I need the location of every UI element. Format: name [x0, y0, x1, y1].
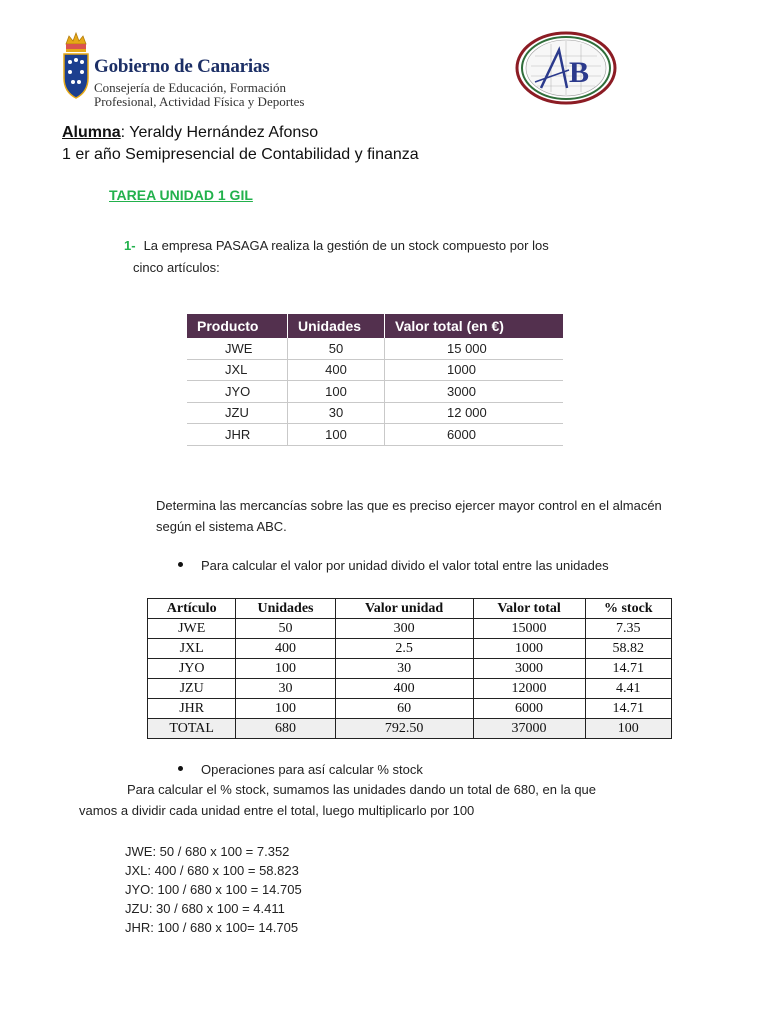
student-name-line	[62, 124, 318, 142]
table-cell: 100	[288, 381, 385, 403]
table-cell: 400	[288, 359, 385, 381]
table-cell: 680	[236, 719, 335, 739]
table-cell: 792.50	[335, 719, 473, 739]
gov-subtitle-1: Consejería de Educación, Formación	[94, 80, 287, 95]
question-number: 1-	[124, 238, 136, 253]
table-cell: 50	[236, 619, 335, 639]
table-cell: JWE	[148, 619, 236, 639]
table-cell: 14.71	[585, 659, 671, 679]
table-total-row	[148, 719, 672, 739]
table-cell: 100	[236, 699, 335, 719]
table-cell: 12 000	[385, 402, 564, 424]
table-cell: TOTAL	[148, 719, 236, 739]
table-cell: 4.41	[585, 679, 671, 699]
table-row	[187, 338, 563, 359]
bullet-item-1	[178, 558, 609, 573]
operation-line: JZU: 30 / 680 x 100 = 4.411	[125, 901, 285, 916]
determina-paragraph: Determina las mercancías sobre las que es preciso ejercer mayor control en el almacén según el sistema ABC.	[156, 498, 662, 534]
table-cell: 100	[288, 424, 385, 446]
table-cell: JYO	[187, 381, 288, 403]
table-cell: 37000	[473, 719, 585, 739]
student-name: : Yeraldy Hernández Afonso	[120, 124, 319, 141]
table-cell: 12000	[473, 679, 585, 699]
operation-line: JWE: 50 / 680 x 100 = 7.352	[125, 844, 290, 859]
table-cell: 15000	[473, 619, 585, 639]
table-cell: 6000	[473, 699, 585, 719]
question-1-line-2: cinco artículos:	[133, 260, 220, 275]
ab-logo-letter: B	[569, 56, 590, 89]
table-row	[187, 424, 563, 446]
operation-line: JYO: 100 / 680 x 100 = 14.705	[125, 882, 302, 897]
bullet-item-2	[178, 762, 423, 777]
table-row	[148, 679, 672, 699]
table-cell: JWE	[187, 338, 288, 359]
table-row	[187, 359, 563, 381]
table-row	[148, 619, 672, 639]
operation-line: JHR: 100 / 680 x 100= 14.705	[125, 920, 299, 935]
table-cell: 58.82	[585, 639, 671, 659]
table-row	[187, 381, 563, 403]
table-cell: 14.71	[585, 699, 671, 719]
table-row	[148, 699, 672, 719]
table-cell: JZU	[187, 402, 288, 424]
stock-header-producto: Producto	[187, 314, 288, 338]
table-cell: 30	[236, 679, 335, 699]
table-cell: 30	[335, 659, 473, 679]
canarias-crest-icon	[60, 30, 92, 102]
operation-line: JXL: 400 / 680 x 100 = 58.823	[125, 863, 299, 878]
table-cell: 300	[335, 619, 473, 639]
table-cell: 1000	[473, 639, 585, 659]
calc-header-articulo: Artículo	[148, 599, 236, 619]
table-cell: 60	[335, 699, 473, 719]
calculation-table	[147, 598, 672, 739]
table-cell: 3000	[385, 381, 564, 403]
table-cell: 30	[288, 402, 385, 424]
table-cell: 7.35	[585, 619, 671, 639]
table-cell: 3000	[473, 659, 585, 679]
table-cell: 15 000	[385, 338, 564, 359]
bullet-text-2: Operaciones para así calcular % stock	[201, 762, 423, 777]
bullet-icon	[178, 562, 183, 567]
calc-header-stock-percent: % stock	[585, 599, 671, 619]
question-text-1: La empresa PASAGA realiza la gestión de un stock compuesto por los	[143, 238, 549, 253]
table-row	[148, 659, 672, 679]
operations-list	[125, 842, 302, 937]
table-row	[148, 639, 672, 659]
table-cell: JXL	[187, 359, 288, 381]
table-cell: 100	[236, 659, 335, 679]
table-cell: JXL	[148, 639, 236, 659]
table-cell: 1000	[385, 359, 564, 381]
table-cell: JHR	[148, 699, 236, 719]
table-cell: 100	[585, 719, 671, 739]
table-cell: 6000	[385, 424, 564, 446]
explanation-line-2: vamos a dividir cada unidad entre el total, luego multiplicarlo por 100	[79, 803, 475, 818]
gov-title: Gobierno de Canarias	[94, 56, 270, 77]
alumna-label: Alumna	[62, 124, 121, 141]
question-1-line-1	[124, 238, 549, 253]
course-line: 1 er año Semipresencial de Contabilidad y finanza	[62, 146, 419, 163]
calc-header-valor-total: Valor total	[473, 599, 585, 619]
table-cell: JHR	[187, 424, 288, 446]
stock-table	[187, 314, 563, 446]
explanation-line-1: Para calcular el % stock, sumamos las unidades dando un total de 680, en la que	[127, 782, 597, 797]
calc-header-unidades: Unidades	[236, 599, 335, 619]
calc-header-valor-unidad: Valor unidad	[335, 599, 473, 619]
table-cell: 400	[335, 679, 473, 699]
stock-header-valor-total: Valor total (en €)	[385, 314, 564, 338]
table-row	[187, 402, 563, 424]
table-cell: JZU	[148, 679, 236, 699]
ab-school-logo	[515, 30, 617, 106]
gobierno-de-canarias-logo	[60, 30, 310, 110]
task-title: TAREA UNIDAD 1 GIL	[109, 187, 253, 203]
table-cell: 2.5	[335, 639, 473, 659]
bullet-text-1: Para calcular el valor por unidad divido el valor total entre las unidades	[201, 558, 609, 573]
table-cell: JYO	[148, 659, 236, 679]
stock-header-unidades: Unidades	[288, 314, 385, 338]
table-cell: 50	[288, 338, 385, 359]
bullet-icon	[178, 766, 183, 771]
gov-subtitle-2: Profesional, Actividad Física y Deportes	[94, 94, 305, 109]
table-cell: 400	[236, 639, 335, 659]
